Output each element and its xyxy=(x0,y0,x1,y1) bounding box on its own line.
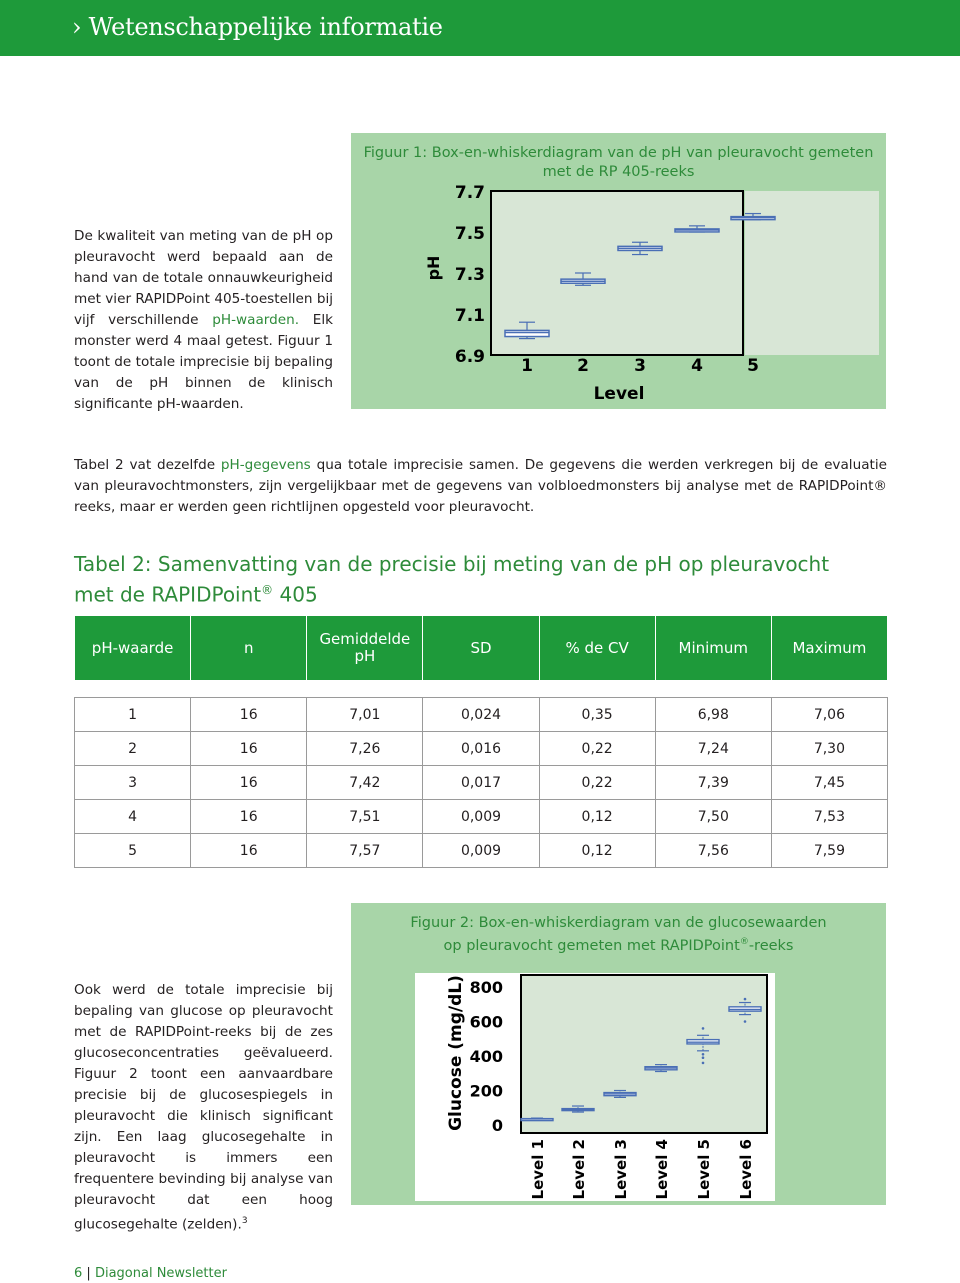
table2-title-line1: Tabel 2: Samenvatting van de precisie bij meting van de pH op pleuravocht xyxy=(74,552,830,576)
table-cell: 0,016 xyxy=(423,732,539,766)
table-cell: 1 xyxy=(75,698,191,732)
table-cell: 6,98 xyxy=(655,698,771,732)
table-cell: 2 xyxy=(75,732,191,766)
table2-title-line2-suffix: 405 xyxy=(273,582,318,607)
table-cell: 0,12 xyxy=(539,834,655,868)
table-cell: 7,30 xyxy=(771,732,887,766)
paragraph2-text-green: pH-gegevens xyxy=(220,457,311,473)
figure2-panel xyxy=(351,903,886,1205)
table-cell: 7,06 xyxy=(771,698,887,732)
figure1-plot-area-ext xyxy=(745,191,879,355)
table-cell: 0,024 xyxy=(423,698,539,732)
table-cell: 16 xyxy=(191,800,307,834)
publication-name: Diagonal Newsletter xyxy=(94,1266,227,1281)
figure2-caption-line1: Figuur 2: Box-en-whiskerdiagram van de glucosewaarden xyxy=(410,915,827,931)
y-tick-label: 7.1 xyxy=(454,306,485,326)
x-tick-label: Level 1 xyxy=(529,1139,547,1200)
table-cell: 0,017 xyxy=(423,766,539,800)
table-cell: 16 xyxy=(191,732,307,766)
table-cell: 0,009 xyxy=(423,834,539,868)
column-header: n xyxy=(191,616,307,681)
figure2-ylabel: Glucose (mg/dL) xyxy=(446,975,466,1131)
y-tick-label: 600 xyxy=(469,1012,503,1032)
table-cell: 7,57 xyxy=(307,834,423,868)
y-tick-label: 7.7 xyxy=(454,183,485,203)
y-tick-label: 200 xyxy=(469,1081,503,1101)
table-cell: 0,12 xyxy=(539,800,655,834)
column-header: pH-waarde xyxy=(75,616,191,681)
table-cell: 7,24 xyxy=(655,732,771,766)
table-row xyxy=(75,766,888,800)
table-spacer-row xyxy=(75,681,888,698)
outlier-point xyxy=(702,1053,705,1056)
table-cell: 16 xyxy=(191,698,307,732)
table2-title xyxy=(74,551,829,608)
page-footer xyxy=(74,1266,227,1281)
table-cell: 16 xyxy=(191,834,307,868)
intro-paragraph xyxy=(74,226,333,415)
outlier-point xyxy=(702,1056,705,1059)
table-cell: 3 xyxy=(75,766,191,800)
figure1-xlabel: Level xyxy=(593,384,645,404)
table-cell: 4 xyxy=(75,800,191,834)
figure1-chart xyxy=(351,133,886,409)
intro-text-1: De kwaliteit van meting van de pH op pleuravocht werd bepaald aan de hand van de totale onnauwkeurigheid met vier RAPIDPoint 405-toestellen bij vijf verschillende xyxy=(74,228,333,328)
page-title xyxy=(72,13,443,41)
paragraph3-text: Ook werd de totale imprecisie bij bepaling van glucose op pleuravocht met de RAPIDPoint-reeks bij de zes glucoseconcentraties geëvalueerd. Figuur 2 toont een aanvaardbare precisie bij de glucosespiegels in pleuravocht die klinisch significant zijn. Een laag glucosegehalte in pleuravocht is immers een frequentere bevinding bij analyse van pleuravocht dat een hoog glucosegehalte (zelden). xyxy=(74,982,333,1233)
table-header-row xyxy=(75,616,888,681)
figure1-panel xyxy=(351,133,886,409)
paragraph2-text-2: qua totale imprecisie samen. De gegevens die werden verkregen bij de evaluatie van pleuravochtmonsters, zijn vergelijkbaar met de gegevens van volbloedmonsters bij analyse met de RAPIDPoint® reeks, maar er werden geen richtlijnen opgesteld voor pleuravocht. xyxy=(74,457,887,515)
x-tick-label: 5 xyxy=(747,356,759,376)
x-tick-label: Level 5 xyxy=(695,1139,713,1200)
y-tick-label: 6.9 xyxy=(454,347,485,367)
column-header: SD xyxy=(423,616,539,681)
table-cell: 7,56 xyxy=(655,834,771,868)
figure1-ylabel: pH xyxy=(424,255,443,281)
table-cell: 16 xyxy=(191,766,307,800)
box-level-1 xyxy=(521,1118,553,1121)
page-title-text: Wetenschappelijke informatie xyxy=(88,13,443,41)
table-cell: 7,53 xyxy=(771,800,887,834)
x-tick-label: Level 6 xyxy=(737,1139,755,1200)
table2-title-line2: met de RAPIDPoint xyxy=(74,582,262,607)
box xyxy=(505,330,549,336)
registered-mark: ® xyxy=(261,583,274,597)
chevron-right-icon: › xyxy=(72,13,82,41)
column-header: Maximum xyxy=(771,616,887,681)
figure2-caption-line2-suffix: -reeks xyxy=(748,937,794,954)
footer-separator: | xyxy=(86,1266,91,1281)
x-tick-label: 3 xyxy=(634,356,646,376)
table-cell: 7,26 xyxy=(307,732,423,766)
table-cell: 7,42 xyxy=(307,766,423,800)
y-tick-label: 400 xyxy=(469,1047,503,1066)
table-cell: 0,35 xyxy=(539,698,655,732)
y-tick-label: 800 xyxy=(469,978,503,997)
table-cell: 7,45 xyxy=(771,766,887,800)
table-cell: 0,22 xyxy=(539,732,655,766)
table-cell: 5 xyxy=(75,834,191,868)
table2 xyxy=(74,615,888,868)
table-cell: 0,009 xyxy=(423,800,539,834)
x-tick-label: 2 xyxy=(577,356,589,376)
paragraph-2 xyxy=(74,455,887,518)
figure1-caption-line1: Figuur 1: Box-en-whiskerdiagram van de pH van pleuravocht gemeten xyxy=(363,145,874,161)
table-cell: 7,39 xyxy=(655,766,771,800)
outlier-point xyxy=(744,1020,747,1023)
x-tick-label: Level 2 xyxy=(570,1139,588,1200)
footnote-marker: 3 xyxy=(241,1216,248,1226)
outlier-point xyxy=(702,1062,705,1065)
table-row xyxy=(75,698,888,732)
intro-text-2: Elk monster werd 4 maal getest. Figuur 1 toont de totale imprecisie bij bepaling van de pH binnen de klinisch significante pH-waarden. xyxy=(74,312,334,412)
column-header: Gemiddelde pH xyxy=(307,616,423,681)
table-row xyxy=(75,800,888,834)
figure1-caption-line2: met de RP 405-reeks xyxy=(542,164,695,180)
x-tick-label: Level 3 xyxy=(612,1139,630,1200)
intro-text-green: pH-waarden. xyxy=(212,312,300,328)
paragraph-3 xyxy=(74,980,333,1236)
table-cell: 7,51 xyxy=(307,800,423,834)
spacer-cell xyxy=(75,681,888,698)
x-tick-label: 1 xyxy=(521,356,533,376)
column-header: % de CV xyxy=(539,616,655,681)
y-tick-label: 7.5 xyxy=(454,224,485,244)
registered-mark: ® xyxy=(739,937,749,947)
table-cell: 7,50 xyxy=(655,800,771,834)
x-tick-label: 4 xyxy=(691,356,703,376)
x-tick-label: Level 4 xyxy=(653,1139,671,1200)
outlier-point xyxy=(744,998,747,1001)
header-bar xyxy=(0,0,960,56)
figure2-plot-area xyxy=(521,975,767,1133)
y-tick-label: 0 xyxy=(491,1116,503,1135)
paragraph2-text-1: Tabel 2 vat dezelfde xyxy=(74,457,221,473)
table-cell: 7,01 xyxy=(307,698,423,732)
table-cell: 0,22 xyxy=(539,766,655,800)
figure2-chart xyxy=(351,903,886,1205)
table-cell: 7,59 xyxy=(771,834,887,868)
column-header: Minimum xyxy=(655,616,771,681)
page-number: 6 xyxy=(74,1266,83,1281)
figure2-caption-line2-prefix: op pleuravocht gemeten met RAPIDPoint xyxy=(443,937,740,954)
table-row xyxy=(75,732,888,766)
outlier-point xyxy=(702,1027,705,1030)
table-row xyxy=(75,834,888,868)
y-tick-label: 7.3 xyxy=(454,265,485,285)
